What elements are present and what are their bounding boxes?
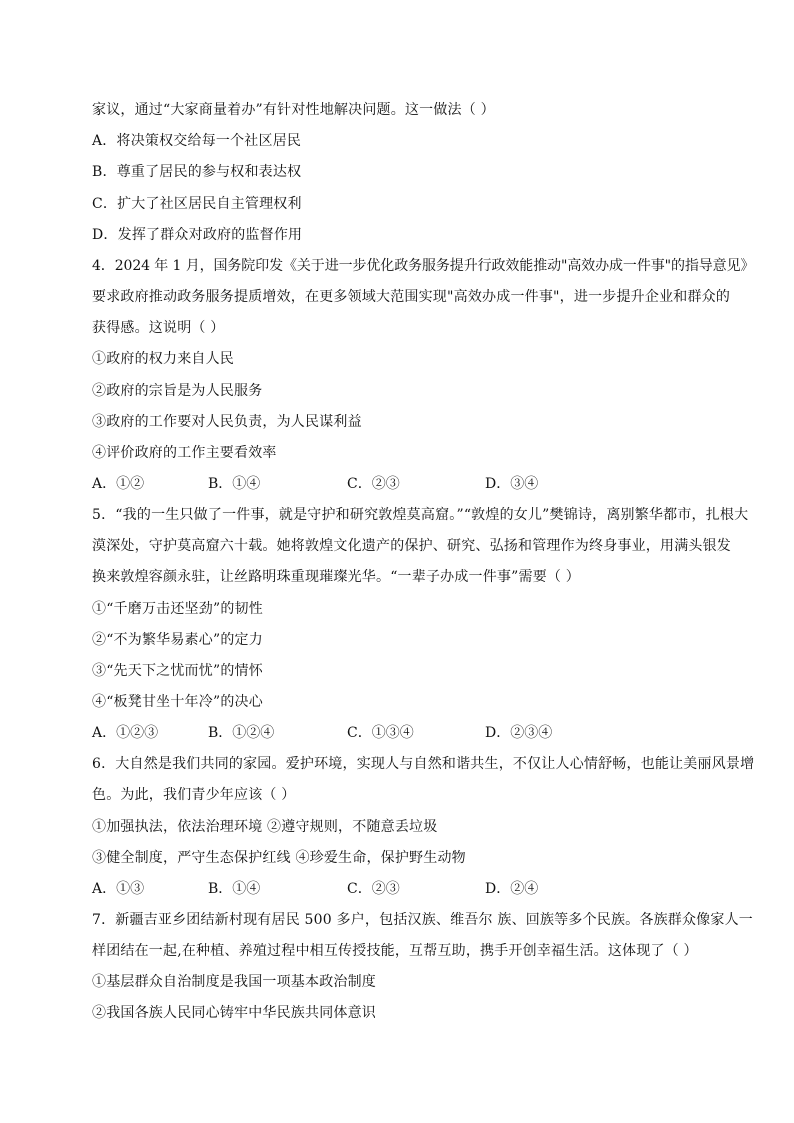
q6-items-line-1: ①加强执法，依法治理环境 ②遵守规则，不随意丢垃圾 (92, 819, 438, 835)
q5-choice-b: B．①②④ (208, 725, 275, 741)
q4-choice-a: A．①② (92, 476, 145, 492)
q6-stem-line-1: 6．大自然是我们共同的家园。爱护环境，实现人与自然和谐共生，不仅让人心情舒畅，也能让美丽风景增 (92, 756, 755, 772)
q5-item-3: ③“先天下之忧而忧”的情怀 (92, 663, 263, 679)
q4-item-3: ③政府的工作要对人民负责，为人民谋利益 (92, 414, 362, 430)
q4-choice-c: C．②③ (347, 476, 400, 492)
q7-item-1: ①基层群众自治制度是我国一项基本政治制度 (92, 974, 376, 990)
q6-items-line-2: ③健全制度，严守生态保护红线 ④珍爱生命，保护野生动物 (92, 850, 466, 866)
q4-stem-line-2: 要求政府推动政务服务提质增效，在更多领域大范围实现"高效办成一件事"，进一步提升企业和群众的 (92, 289, 731, 305)
q3-option-d: D．发挥了群众对政府的监督作用 (92, 227, 303, 243)
q5-stem-line-1: 5．“我的一生只做了一件事，就是守护和研究敦煌莫高窟。”“敦煌的女儿”樊锦诗，离别繁华都市，扎根大 (92, 507, 749, 523)
q4-choice-b: B．①④ (208, 476, 261, 492)
q3-stem-continuation: 家议，通过“大家商量着办”有针对性地解决问题。这一做法（ ） (92, 102, 495, 118)
q4-stem-line-3: 获得感。这说明（ ） (92, 320, 225, 336)
q7-item-2: ②我国各族人民同心铸牢中华民族共同体意识 (92, 1005, 376, 1021)
q5-choice-d: D．②③④ (485, 725, 553, 741)
q5-item-1: ①“千磨万击还坚劲”的韧性 (92, 601, 263, 617)
q7-stem-line-2: 样团结在一起,在种植、养殖过程中相互传授技能，互帮互助，携手开创幸福生活。这体现了（ ） (92, 943, 698, 959)
q5-item-4: ④“板凳甘坐十年冷”的决心 (92, 694, 263, 710)
q4-item-1: ①政府的权力来自人民 (92, 351, 234, 367)
q5-choice-a: A．①②③ (92, 725, 159, 741)
q6-stem-line-2: 色。为此，我们青少年应该（ ） (92, 787, 296, 803)
q4-item-4: ④评价政府的工作主要看效率 (92, 445, 277, 461)
q5-choice-c: C．①③④ (347, 725, 414, 741)
q3-option-b: B．尊重了居民的参与权和表达权 (92, 164, 302, 180)
q6-choice-a: A．①③ (92, 881, 145, 897)
q4-stem-line-1: 4．2024 年 1 月，国务院印发《关于进一步优化政务服务提升行政效能推动"高效办成一件事"的指导意见》 (92, 258, 755, 274)
q4-choice-d: D．③④ (485, 476, 539, 492)
q5-stem-line-3: 换来敦煌容颜永驻，让丝路明珠重现璀璨光华。“一辈子办成一件事”需要（ ） (92, 569, 580, 585)
q7-stem-line-1: 7．新疆吉亚乡团结新村现有居民 500 多户，包括汉族、维吾尔 族、回族等多个民族。各族群众像家人一 (92, 912, 753, 928)
q4-item-2: ②政府的宗旨是为人民服务 (92, 383, 263, 399)
q6-choice-d: D．②④ (485, 881, 539, 897)
q6-choice-b: B．①④ (208, 881, 261, 897)
q5-stem-line-2: 漠深处，守护莫高窟六十载。她将敦煌文化遗产的保护、研究、弘扬和管理作为终身事业，用满头银发 (92, 538, 731, 554)
q6-choice-c: C．②③ (347, 881, 400, 897)
q3-option-c: C．扩大了社区居民自主管理权利 (92, 196, 302, 212)
q5-item-2: ②“不为繁华易素心”的定力 (92, 632, 263, 648)
q3-option-a: A．将决策权交给每一个社区居民 (92, 133, 302, 149)
